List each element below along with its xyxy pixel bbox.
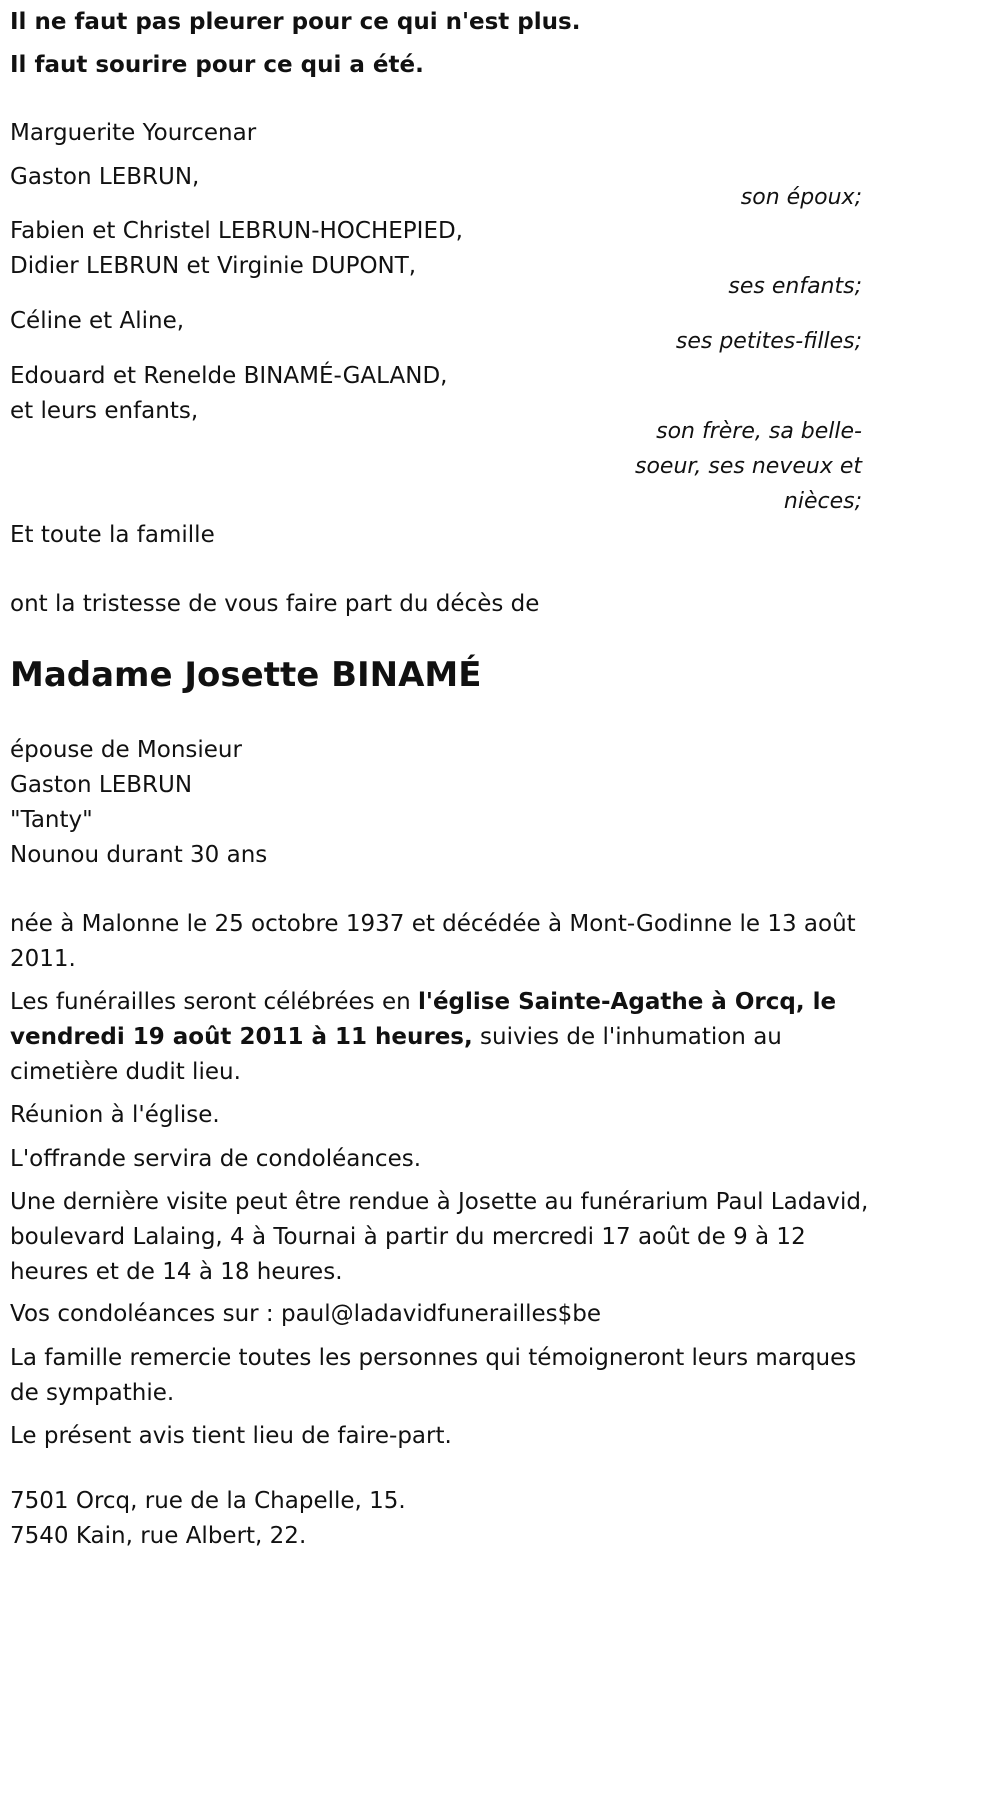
deceased-name: Madame Josette BINAMÉ bbox=[10, 655, 482, 695]
children-line-1: Fabien et Christel LEBRUN-HOCHEPIED, bbox=[10, 218, 463, 244]
funeral-prefix: Les funérailles seront célébrées en bbox=[10, 989, 419, 1015]
grandchildren-name: Céline et Aline, bbox=[10, 308, 185, 334]
thanks-text: La famille remercie toutes les personnes qui témoigneront leurs marques de sympathie. bbox=[10, 1345, 857, 1406]
address-line-1: 7501 Orcq, rue de la Chapelle, 15. bbox=[10, 1488, 406, 1514]
spouse-name: Gaston LEBRUN, bbox=[10, 164, 200, 190]
deceased-desc-3: "Tanty" bbox=[10, 807, 93, 833]
deceased-desc-4: Nounou durant 30 ans bbox=[10, 842, 268, 868]
deceased-desc-1: épouse de Monsieur bbox=[10, 737, 242, 763]
sibling-role-line-1: son frère, sa belle- bbox=[656, 419, 862, 444]
sibling-role-line-3: nièces; bbox=[783, 489, 862, 514]
quote-author: Marguerite Yourcenar bbox=[10, 120, 257, 146]
funeral-suffix: suivies de l'inhumation au cimetière dudit lieu. bbox=[10, 1024, 782, 1085]
funeral-location-date: l'église Sainte-Agathe à Orcq, le vendredi 19 août 2011 à 11 heures, bbox=[10, 989, 837, 1050]
children-role: ses enfants; bbox=[728, 274, 862, 299]
notice-text: Le présent avis tient lieu de faire-part. bbox=[10, 1423, 452, 1449]
condolences-text: Vos condoléances sur : paul@ladavidfunerailles$be bbox=[10, 1301, 602, 1327]
spouse-role: son époux; bbox=[740, 185, 862, 210]
announcement-text: ont la tristesse de vous faire part du décès de bbox=[10, 591, 540, 617]
address-line-2: 7540 Kain, rue Albert, 22. bbox=[10, 1523, 307, 1549]
all-family: Et toute la famille bbox=[10, 522, 215, 548]
quote-line-2: Il faut sourire pour ce qui a été. bbox=[10, 52, 424, 78]
offering-text: L'offrande servira de condoléances. bbox=[10, 1146, 422, 1172]
quote-line-1: Il ne faut pas pleurer pour ce qui n'est plus. bbox=[10, 9, 581, 35]
visit-text: Une dernière visite peut être rendue à Josette au funérarium Paul Ladavid, boulevard Lalaing, 4 à Tournai à partir du mercredi 17 août de 9 à 12 heures et de 14 à 18 heures. bbox=[10, 1189, 869, 1285]
sibling-role-line-2: soeur, ses neveux et bbox=[634, 454, 862, 479]
birth-death-text: née à Malonne le 25 octobre 1937 et décédée à Mont-Godinne le 13 août 2011. bbox=[10, 911, 856, 972]
grandchildren-role: ses petites-filles; bbox=[675, 329, 862, 354]
meeting-text: Réunion à l'église. bbox=[10, 1102, 220, 1128]
deceased-desc-2: Gaston LEBRUN bbox=[10, 772, 193, 798]
funeral-paragraph bbox=[10, 985, 870, 1090]
children-line-2: Didier LEBRUN et Virginie DUPONT, bbox=[10, 253, 417, 279]
sibling-line-1: Edouard et Renelde BINAMÉ-GALAND, bbox=[10, 363, 448, 389]
sibling-line-2: et leurs enfants, bbox=[10, 398, 199, 424]
